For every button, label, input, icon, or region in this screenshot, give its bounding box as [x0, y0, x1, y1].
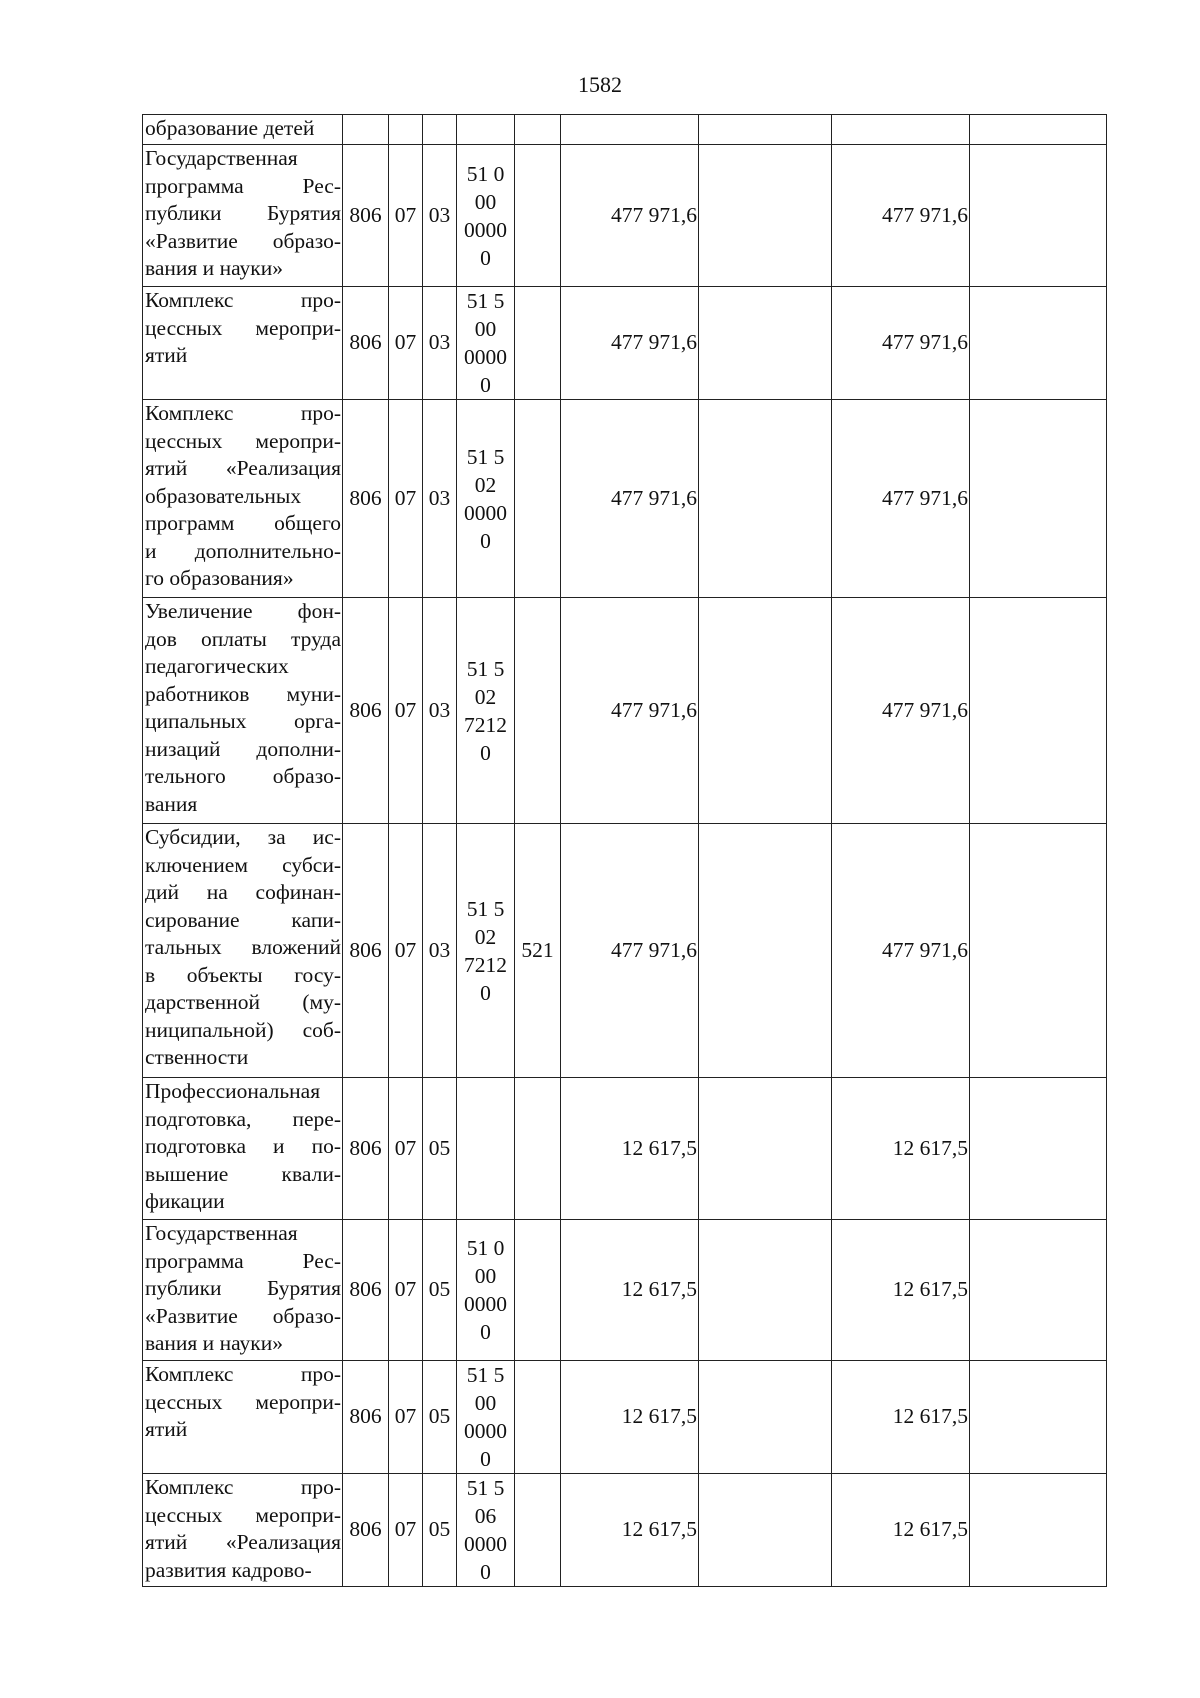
csr-line: 7212 — [464, 712, 507, 737]
csr-line: 0 — [480, 245, 491, 270]
csr-line: 0 — [480, 373, 491, 397]
csr-line: 51 5 — [466, 1476, 505, 1500]
cell-sum-1: 12 617,5 — [561, 1474, 699, 1587]
row-name-line: цессных меропри- — [145, 315, 341, 340]
row-name-line: ключением субси- — [145, 852, 341, 877]
csr-line: 0000 — [464, 1532, 507, 1556]
cell-rz: 07 — [389, 1361, 423, 1474]
table-row — [143, 1220, 1107, 1361]
row-name-line: образование детей — [145, 116, 315, 140]
csr-line: 0000 — [464, 500, 507, 525]
cell-gr: 806 — [343, 1220, 389, 1361]
row-name-line: публики Бурятия — [145, 1276, 341, 1300]
cell-pr: 05 — [423, 1220, 457, 1361]
csr-line: 00 — [474, 1264, 497, 1288]
table-row — [143, 115, 1107, 145]
page-number: 1582 — [578, 72, 622, 97]
row-name-line: ятий «Реализация — [145, 456, 341, 480]
row-name — [143, 287, 343, 400]
cell-pr: 03 — [423, 824, 457, 1078]
cell-vr — [515, 1220, 561, 1361]
cell-sum-3: 12 617,5 — [832, 1220, 970, 1361]
csr-line: 51 0 — [466, 1236, 505, 1260]
row-name-line: программа Рес- — [145, 173, 341, 198]
row-name-line: цессных меропри- — [145, 1389, 341, 1414]
cell-pr: 03 — [423, 287, 457, 400]
row-name — [143, 1078, 343, 1220]
row-name-line: цессных меропри- — [145, 1502, 341, 1527]
cell-rz: 07 — [389, 1078, 423, 1220]
row-name-line: в объекты госу- — [145, 962, 341, 987]
cell-gr: 806 — [343, 598, 389, 824]
cell-sum-3: 477 971,6 — [832, 145, 970, 287]
cell-sum-2 — [699, 598, 832, 824]
cell-pr: 03 — [423, 145, 457, 287]
cell-pr: 03 — [423, 598, 457, 824]
csr-line: 06 — [474, 1504, 497, 1528]
row-name-line: ятий — [145, 343, 188, 367]
csr-line: 02 — [474, 924, 497, 949]
cell-csr — [457, 1361, 515, 1474]
row-name-line: программ общего — [145, 511, 341, 535]
row-name — [143, 400, 343, 598]
row-name-line: вания — [145, 791, 198, 816]
row-name-line: ципальных орга- — [145, 709, 341, 733]
cell-gr: 806 — [343, 824, 389, 1078]
table-row — [143, 598, 1107, 824]
cell-sum-4 — [970, 824, 1107, 1078]
cell-sum-2 — [699, 824, 832, 1078]
row-name-line: ятий «Реализация — [145, 1530, 341, 1554]
table-row — [143, 400, 1107, 598]
row-name-line: фикации — [145, 1189, 225, 1213]
cell-sum-1: 477 971,6 — [561, 824, 699, 1078]
csr-line: 02 — [474, 472, 497, 497]
csr-line: 00 — [474, 317, 497, 341]
row-name-line: вания и науки» — [145, 1331, 283, 1355]
cell-rz: 07 — [389, 1220, 423, 1361]
table-row — [143, 1078, 1107, 1220]
cell-pr: 03 — [423, 400, 457, 598]
row-name-line: дий на софинан- — [145, 880, 341, 904]
table-row — [143, 1361, 1107, 1474]
cell-rz: 07 — [389, 145, 423, 287]
csr-line: 51 5 — [466, 656, 505, 681]
cell-sum-2 — [699, 400, 832, 598]
row-name-line: дов оплаты труда — [145, 626, 341, 651]
csr-line: 02 — [474, 684, 497, 709]
cell-pr: 05 — [423, 1361, 457, 1474]
cell-sum-4 — [970, 400, 1107, 598]
cell-vr — [515, 115, 561, 145]
row-name-line: «Развитие образо- — [145, 228, 341, 253]
row-name — [143, 598, 343, 824]
cell-sum-3: 477 971,6 — [832, 400, 970, 598]
cell-vr — [515, 598, 561, 824]
row-name-line: публики Бурятия — [145, 201, 341, 225]
row-name-line: подготовка и по- — [145, 1134, 341, 1158]
csr-line: 0 — [480, 980, 491, 1005]
csr-line: 0 — [480, 1320, 491, 1344]
cell-sum-1 — [561, 115, 699, 145]
cell-rz: 07 — [389, 400, 423, 598]
cell-csr — [457, 1078, 515, 1220]
cell-gr: 806 — [343, 1078, 389, 1220]
row-name-line: Профессиональная — [145, 1079, 321, 1103]
csr-line: 0000 — [464, 345, 507, 369]
cell-sum-4 — [970, 145, 1107, 287]
cell-pr — [423, 115, 457, 145]
cell-gr: 806 — [343, 400, 389, 598]
row-name-line: образовательных — [145, 483, 302, 508]
csr-line: 7212 — [464, 952, 507, 977]
cell-csr — [457, 598, 515, 824]
cell-sum-3 — [832, 115, 970, 145]
csr-line: 0 — [480, 1560, 491, 1584]
cell-sum-4 — [970, 1220, 1107, 1361]
row-name — [143, 1474, 343, 1587]
table-row — [143, 1474, 1107, 1587]
row-name — [143, 145, 343, 287]
cell-sum-1: 12 617,5 — [561, 1361, 699, 1474]
cell-sum-2 — [699, 1474, 832, 1587]
cell-sum-2 — [699, 1220, 832, 1361]
cell-sum-3: 477 971,6 — [832, 287, 970, 400]
cell-vr — [515, 287, 561, 400]
cell-sum-4 — [970, 1361, 1107, 1474]
table-row — [143, 145, 1107, 287]
row-name-line: го образования» — [145, 566, 294, 590]
cell-gr: 806 — [343, 1474, 389, 1587]
cell-sum-1: 477 971,6 — [561, 598, 699, 824]
row-name-line: цессных меропри- — [145, 428, 341, 453]
row-name-line: тальных вложений — [145, 935, 341, 959]
csr-line: 00 — [474, 1391, 497, 1415]
row-name-line: низаций дополни- — [145, 736, 341, 761]
csr-line: 51 5 — [466, 289, 505, 313]
csr-line: 0 — [480, 1447, 491, 1471]
row-name-line: «Развитие образо- — [145, 1303, 341, 1328]
cell-sum-3: 12 617,5 — [832, 1361, 970, 1474]
csr-line: 51 5 — [466, 896, 505, 921]
cell-csr — [457, 145, 515, 287]
row-name-line: вышение квали- — [145, 1161, 341, 1186]
cell-rz: 07 — [389, 1474, 423, 1587]
cell-vr — [515, 145, 561, 287]
cell-sum-1: 477 971,6 — [561, 287, 699, 400]
budget-table — [142, 114, 1107, 1587]
cell-vr — [515, 1078, 561, 1220]
cell-sum-1: 477 971,6 — [561, 400, 699, 598]
cell-rz: 07 — [389, 598, 423, 824]
row-name-line: педагогических — [145, 654, 289, 678]
cell-vr — [515, 1474, 561, 1587]
csr-line: 0000 — [464, 1419, 507, 1443]
row-name-line: вания и науки» — [145, 256, 283, 280]
cell-sum-3: 477 971,6 — [832, 598, 970, 824]
row-name-line: развития кадрово- — [145, 1557, 312, 1582]
row-name-line: ятий — [145, 1417, 188, 1441]
csr-line: 0000 — [464, 217, 507, 242]
csr-line: 51 5 — [466, 1363, 505, 1387]
row-name — [143, 1220, 343, 1361]
cell-vr — [515, 400, 561, 598]
row-name — [143, 824, 343, 1078]
row-name-line: Комплекс про- — [145, 1362, 341, 1386]
cell-sum-4 — [970, 598, 1107, 824]
cell-rz: 07 — [389, 287, 423, 400]
cell-sum-2 — [699, 145, 832, 287]
row-name-line: Комплекс про- — [145, 288, 341, 312]
cell-sum-1: 12 617,5 — [561, 1078, 699, 1220]
row-name-line: ниципальной) соб- — [145, 1017, 341, 1042]
row-name — [143, 115, 343, 145]
cell-sum-2 — [699, 1078, 832, 1220]
cell-vr — [515, 1361, 561, 1474]
cell-rz: 07 — [389, 824, 423, 1078]
row-name-line: Комплекс про- — [145, 1475, 341, 1499]
cell-sum-1: 12 617,5 — [561, 1220, 699, 1361]
row-name — [143, 1361, 343, 1474]
cell-sum-1: 477 971,6 — [561, 145, 699, 287]
cell-csr — [457, 287, 515, 400]
cell-vr: 521 — [515, 824, 561, 1078]
cell-gr: 806 — [343, 145, 389, 287]
csr-line: 0000 — [464, 1292, 507, 1316]
table-row — [143, 824, 1107, 1078]
row-name-line: подготовка, пере- — [145, 1106, 341, 1131]
row-name-line: сирование капи- — [145, 907, 341, 932]
cell-sum-3: 477 971,6 — [832, 824, 970, 1078]
cell-sum-2 — [699, 115, 832, 145]
cell-sum-3: 12 617,5 — [832, 1474, 970, 1587]
row-name-line: тельного образо- — [145, 764, 341, 788]
cell-sum-4 — [970, 1474, 1107, 1587]
row-name-line: Государственная — [145, 146, 298, 170]
cell-gr — [343, 115, 389, 145]
csr-line: 00 — [474, 189, 497, 214]
row-name-line: дарственной (му- — [145, 990, 341, 1014]
cell-rz — [389, 115, 423, 145]
cell-pr: 05 — [423, 1078, 457, 1220]
cell-sum-2 — [699, 1361, 832, 1474]
row-name-line: Комплекс про- — [145, 401, 341, 425]
cell-csr — [457, 1220, 515, 1361]
cell-sum-4 — [970, 115, 1107, 145]
cell-csr — [457, 115, 515, 145]
row-name-line: работников муни- — [145, 681, 341, 706]
csr-line: 51 5 — [466, 444, 505, 469]
row-name-line: ственности — [145, 1045, 249, 1069]
csr-line: 0 — [480, 528, 491, 553]
csr-line: 0 — [480, 740, 491, 765]
table-row — [143, 287, 1107, 400]
cell-sum-2 — [699, 287, 832, 400]
cell-gr: 806 — [343, 287, 389, 400]
row-name-line: программа Рес- — [145, 1248, 341, 1273]
cell-gr: 806 — [343, 1361, 389, 1474]
csr-line: 51 0 — [466, 161, 505, 186]
row-name-line: Субсидии, за ис- — [145, 825, 341, 849]
cell-csr — [457, 1474, 515, 1587]
row-name-line: Увеличение фон- — [145, 599, 341, 623]
cell-sum-4 — [970, 1078, 1107, 1220]
row-name-line: Государственная — [145, 1221, 298, 1245]
cell-sum-3: 12 617,5 — [832, 1078, 970, 1220]
cell-csr — [457, 824, 515, 1078]
cell-sum-4 — [970, 287, 1107, 400]
cell-pr: 05 — [423, 1474, 457, 1587]
row-name-line: и дополнительно- — [145, 538, 341, 563]
cell-csr — [457, 400, 515, 598]
